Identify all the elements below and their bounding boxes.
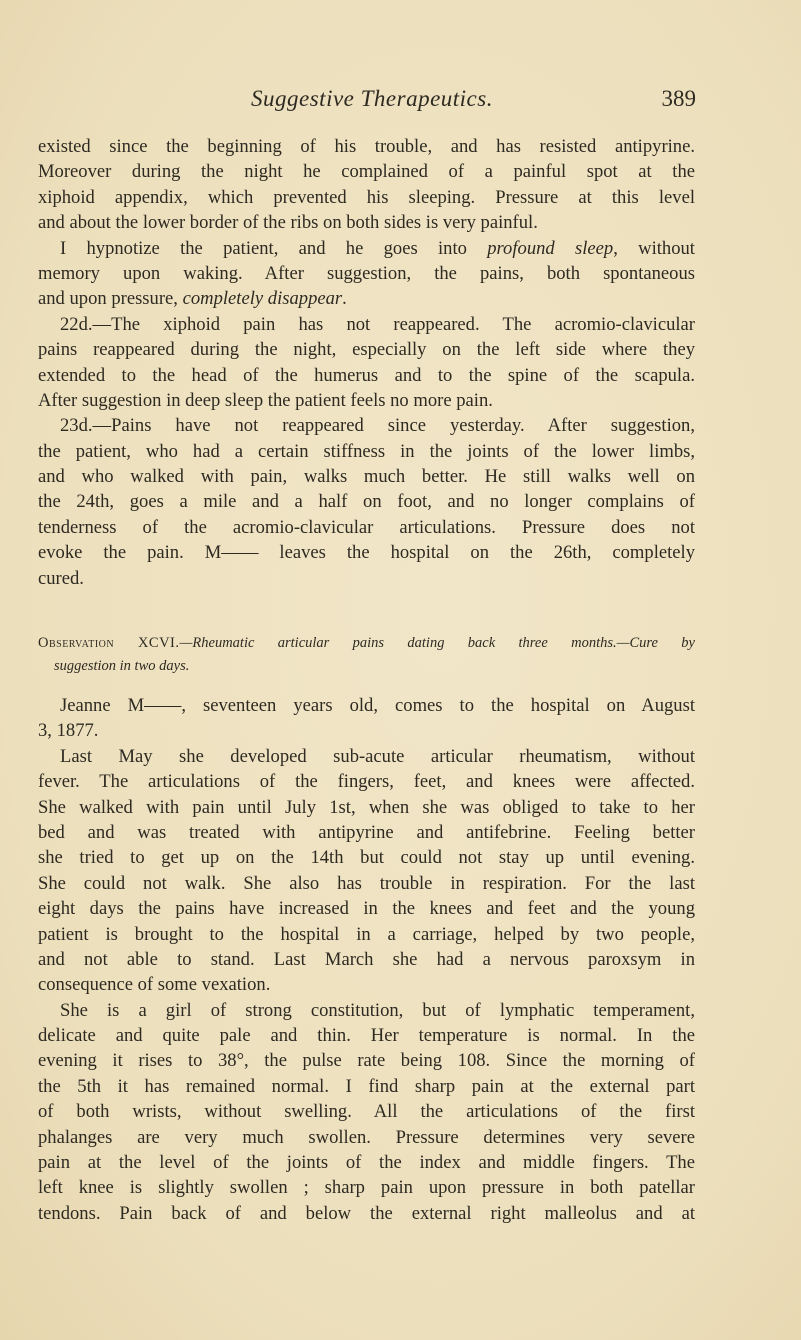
text-line bbox=[38, 540, 695, 565]
text-segment: the 24th, goes a mile and a half on foot, and no longer complains of bbox=[38, 491, 695, 513]
text-line bbox=[38, 871, 695, 896]
running-title: Suggestive Therapeutics. bbox=[251, 86, 493, 111]
text-segment: pain at the level of the joints of the index and middle fingers. The bbox=[38, 1152, 695, 1174]
text-segment: , without bbox=[613, 237, 695, 259]
text-segment: 3, 1877. bbox=[38, 720, 99, 742]
text-segment: tendons. Pain back of and below the external right malleolus and at bbox=[38, 1202, 695, 1224]
text-segment: She walked with pain until July 1st, when she was obliged to take to her bbox=[38, 796, 695, 818]
text-line bbox=[38, 947, 695, 972]
text-segment: bed and was treated with antipyrine and antifebrine. Feeling better bbox=[38, 821, 695, 843]
text-line bbox=[38, 1150, 695, 1175]
text-line bbox=[38, 820, 695, 845]
text-segment: cured. bbox=[38, 567, 84, 589]
text-segment: extended to the head of the humerus and to the spine of the scapula. bbox=[38, 364, 695, 386]
text-line bbox=[38, 515, 695, 540]
running-header bbox=[0, 86, 801, 116]
text-segment: Jeanne M——, seventeen years old, comes to the hospital on August bbox=[60, 695, 695, 716]
text-segment: 23d.—Pains have not reappeared since yesterday. After suggestion, bbox=[60, 415, 695, 437]
text-segment: She could not walk. She also has trouble in respiration. For the last bbox=[38, 872, 695, 894]
text-line bbox=[38, 1175, 695, 1200]
text-segment: Last May she developed sub-acute articular rheumatism, without bbox=[60, 745, 695, 767]
text-segment: delicate and quite pale and thin. Her temperature is normal. In the bbox=[38, 1025, 695, 1047]
text-line bbox=[38, 566, 695, 591]
text-segment: . bbox=[342, 288, 347, 310]
observation-title-part-2: suggestion in two days. bbox=[54, 658, 190, 674]
text-line bbox=[38, 439, 695, 464]
text-line bbox=[38, 896, 695, 921]
text-segment: Moreover during the night he complained of a painful spot at the bbox=[38, 161, 695, 183]
observation-label: Observation XCVI. bbox=[38, 635, 180, 651]
text-line bbox=[38, 998, 695, 1023]
text-line bbox=[38, 210, 695, 235]
text-block-observation-body bbox=[38, 693, 695, 1226]
text-line bbox=[38, 261, 695, 286]
text-line bbox=[38, 845, 695, 870]
text-line bbox=[38, 159, 695, 184]
text-segment: of both wrists, without swelling. All the articulations of the first bbox=[38, 1101, 695, 1123]
text-segment: phalanges are very much swollen. Pressure determines very severe bbox=[38, 1126, 695, 1148]
text-line bbox=[38, 693, 695, 718]
text-line bbox=[38, 185, 695, 210]
text-line bbox=[38, 769, 695, 794]
text-segment: she tried to get up on the 14th but could not stay up until evening. bbox=[38, 847, 695, 869]
text-segment: tenderness of the acromio-clavicular articulations. Pressure does not bbox=[38, 516, 695, 538]
text-segment: evoke the pain. M—— leaves the hospital on the 26th, completely bbox=[38, 542, 695, 564]
text-segment: patient is brought to the hospital in a carriage, helped by two people, bbox=[38, 923, 695, 945]
text-segment: left knee is slightly swollen ; sharp pain upon pressure in both patellar bbox=[38, 1177, 695, 1199]
text-segment: She is a girl of strong constitution, but of lymphatic temperament, bbox=[60, 999, 695, 1021]
text-line bbox=[38, 236, 695, 261]
text-line bbox=[38, 718, 695, 743]
text-block-case-continuation bbox=[38, 134, 695, 591]
italic-text: profound sleep bbox=[487, 237, 614, 259]
observation-heading bbox=[38, 632, 695, 678]
text-segment: fever. The articulations of the fingers, feet, and knees were affected. bbox=[38, 771, 695, 793]
text-line bbox=[38, 464, 695, 489]
text-segment: and who walked with pain, walks much better. He still walks well on bbox=[38, 466, 695, 488]
text-line bbox=[38, 744, 695, 769]
text-line bbox=[38, 1201, 695, 1226]
text-line bbox=[38, 795, 695, 820]
text-line bbox=[38, 1023, 695, 1048]
text-line bbox=[38, 286, 695, 311]
text-line bbox=[38, 1048, 695, 1073]
text-segment: 22d.—The xiphoid pain has not reappeared. The acromio-clavicular bbox=[60, 313, 695, 335]
text-line bbox=[38, 489, 695, 514]
text-segment: After suggestion in deep sleep the patient feels no more pain. bbox=[38, 389, 493, 411]
text-segment: evening it rises to 38°, the pulse rate being 108. Since the morning of bbox=[38, 1050, 695, 1072]
text-segment: and about the lower border of the ribs on both sides is very painful. bbox=[38, 212, 538, 234]
text-line bbox=[38, 1125, 695, 1150]
text-line bbox=[38, 337, 695, 362]
text-line bbox=[38, 312, 695, 337]
text-segment: consequence of some vexation. bbox=[38, 974, 271, 996]
text-segment: I hypnotize the patient, and he goes into bbox=[60, 237, 488, 259]
text-line bbox=[38, 134, 695, 159]
text-line bbox=[38, 388, 695, 413]
text-line bbox=[38, 363, 695, 388]
text-segment: and upon pressure, bbox=[38, 288, 183, 310]
text-line bbox=[38, 413, 695, 438]
page-number: 389 bbox=[661, 86, 696, 111]
text-line bbox=[38, 922, 695, 947]
text-segment: xiphoid appendix, which prevented his sleeping. Pressure at this level bbox=[38, 186, 695, 208]
italic-text: completely disappear bbox=[182, 288, 343, 310]
text-line bbox=[38, 972, 695, 997]
text-segment: eight days the pains have increased in the knees and feet and the young bbox=[38, 898, 695, 920]
text-segment: pains reappeared during the night, especially on the left side where they bbox=[38, 339, 695, 361]
text-line bbox=[38, 1099, 695, 1124]
observation-heading-line-2 bbox=[38, 655, 695, 678]
text-segment: existed since the beginning of his trouble, and has resisted antipyrine. bbox=[38, 136, 695, 157]
text-segment: the 5th it has remained normal. I find sharp pain at the external part bbox=[38, 1075, 695, 1097]
text-segment: and not able to stand. Last March she had a nervous paroxsym in bbox=[38, 948, 695, 970]
observation-title-part-1: —Rheumatic articular pains dating back three months.—Cure by bbox=[179, 635, 695, 651]
text-line bbox=[38, 1074, 695, 1099]
observation-heading-line-1 bbox=[38, 632, 695, 655]
text-segment: the patient, who had a certain stiffness in the joints of the lower limbs, bbox=[38, 440, 695, 462]
text-segment: memory upon waking. After suggestion, the pains, both spontaneous bbox=[38, 262, 695, 284]
